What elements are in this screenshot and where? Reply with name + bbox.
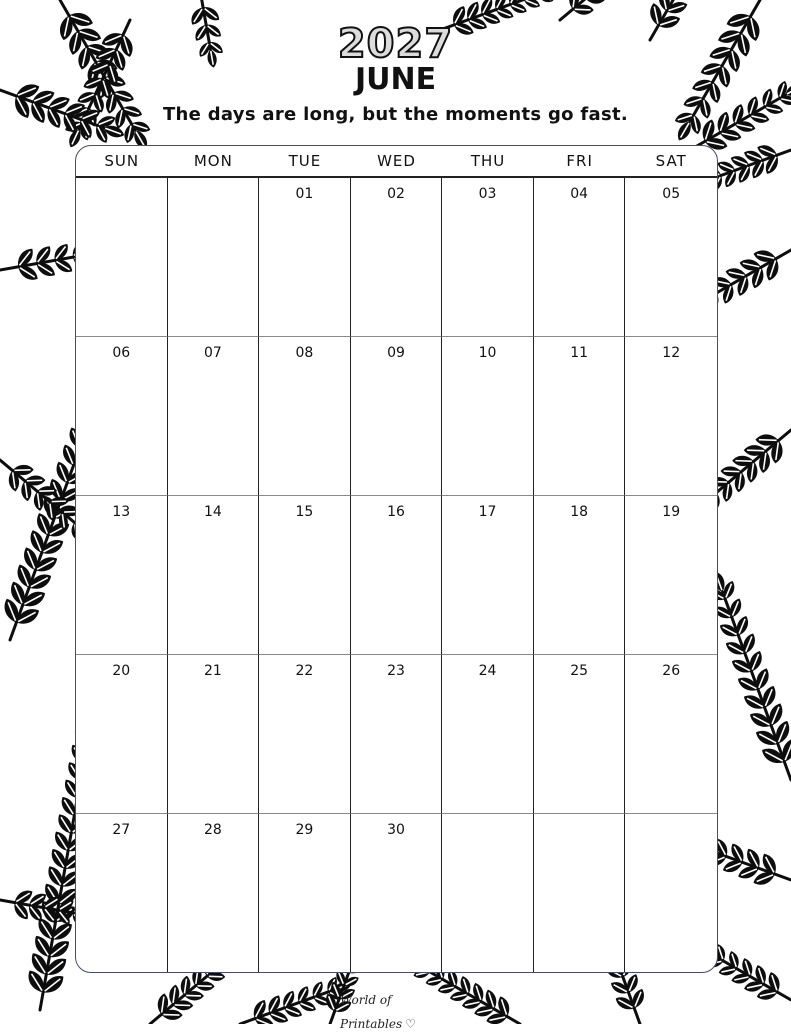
year-title: 2027 [0,20,791,68]
empty-day-cell [534,814,626,973]
leaf-vein [14,470,30,471]
day-number: 09 [351,345,442,361]
day-cell [625,337,717,496]
day-cell [259,337,351,496]
day-cell [168,337,260,496]
day-cell [76,655,168,814]
brand-logo [340,988,470,1012]
day-number: 30 [351,822,442,838]
day-number: 10 [442,345,533,361]
day-number: 12 [625,345,717,361]
weekday-tue: TUE [259,146,351,176]
empty-day-cell [76,178,168,337]
day-cell [351,496,443,655]
day-cell [259,178,351,337]
day-cell [259,814,351,973]
day-cell [534,496,626,655]
leaf-vein [27,480,42,481]
day-cell [76,814,168,973]
weekday-wed: WED [351,146,443,176]
day-cell [351,655,443,814]
empty-day-cell [168,178,260,337]
branch-stem [723,592,791,780]
day-number: 13 [76,504,167,520]
day-number: 07 [168,345,259,361]
leaf-vein [747,450,764,451]
day-cell [168,496,260,655]
day-cell [442,337,534,496]
day-cell [259,496,351,655]
weekday-fri: FRI [534,146,626,176]
weekday-header-row [76,146,717,178]
day-cell [442,496,534,655]
day-cell [168,655,260,814]
day-number: 17 [442,504,533,520]
day-number: 02 [351,186,442,202]
day-cell [259,655,351,814]
day-number: 05 [625,186,717,202]
day-number: 25 [534,663,625,679]
weekday-sun: SUN [76,146,168,176]
day-number: 15 [259,504,350,520]
day-number: 20 [76,663,167,679]
leaf-vein [163,1015,179,1016]
weekday-mon: MON [168,146,260,176]
day-cell [351,178,443,337]
page-header [0,0,791,140]
day-number: 28 [168,822,259,838]
leaf-vein [724,471,740,472]
day-number: 03 [442,186,533,202]
day-number: 11 [534,345,625,361]
empty-day-cell [442,814,534,973]
empty-day-cell [625,814,717,973]
day-number: 19 [625,504,717,520]
weekday-thu: THU [442,146,534,176]
day-number: 14 [168,504,259,520]
day-number: 01 [259,186,350,202]
day-cell [442,655,534,814]
day-number: 23 [351,663,442,679]
leaf-vein [735,461,751,462]
day-cell [534,655,626,814]
heart-outline-icon: ♡ [405,1017,416,1031]
calendar-grid [75,145,718,973]
day-grid [76,178,717,973]
day-cell [625,496,717,655]
day-cell [168,814,260,973]
day-cell [625,178,717,337]
day-cell [534,337,626,496]
day-number: 16 [351,504,442,520]
brand-name: World of Printables [340,993,402,1031]
day-cell [351,814,443,973]
day-number: 27 [76,822,167,838]
day-cell [351,337,443,496]
day-cell [76,337,168,496]
quote-text: The days are long, but the moments go fast. [0,102,791,128]
month-title: JUNE [0,62,791,98]
day-number: 06 [76,345,167,361]
day-number: 22 [259,663,350,679]
leaf-vein [186,995,201,996]
leaf-vein [175,1005,190,1006]
day-number: 21 [168,663,259,679]
day-cell [625,655,717,814]
day-cell [76,496,168,655]
day-cell [442,178,534,337]
day-cell [534,178,626,337]
weekday-sat: SAT [625,146,717,176]
day-number: 24 [442,663,533,679]
leaf-vein [39,491,54,492]
day-number: 08 [259,345,350,361]
day-number: 29 [259,822,350,838]
day-number: 26 [625,663,717,679]
day-number: 18 [534,504,625,520]
day-number: 04 [534,186,625,202]
leaf-vein [759,440,777,441]
